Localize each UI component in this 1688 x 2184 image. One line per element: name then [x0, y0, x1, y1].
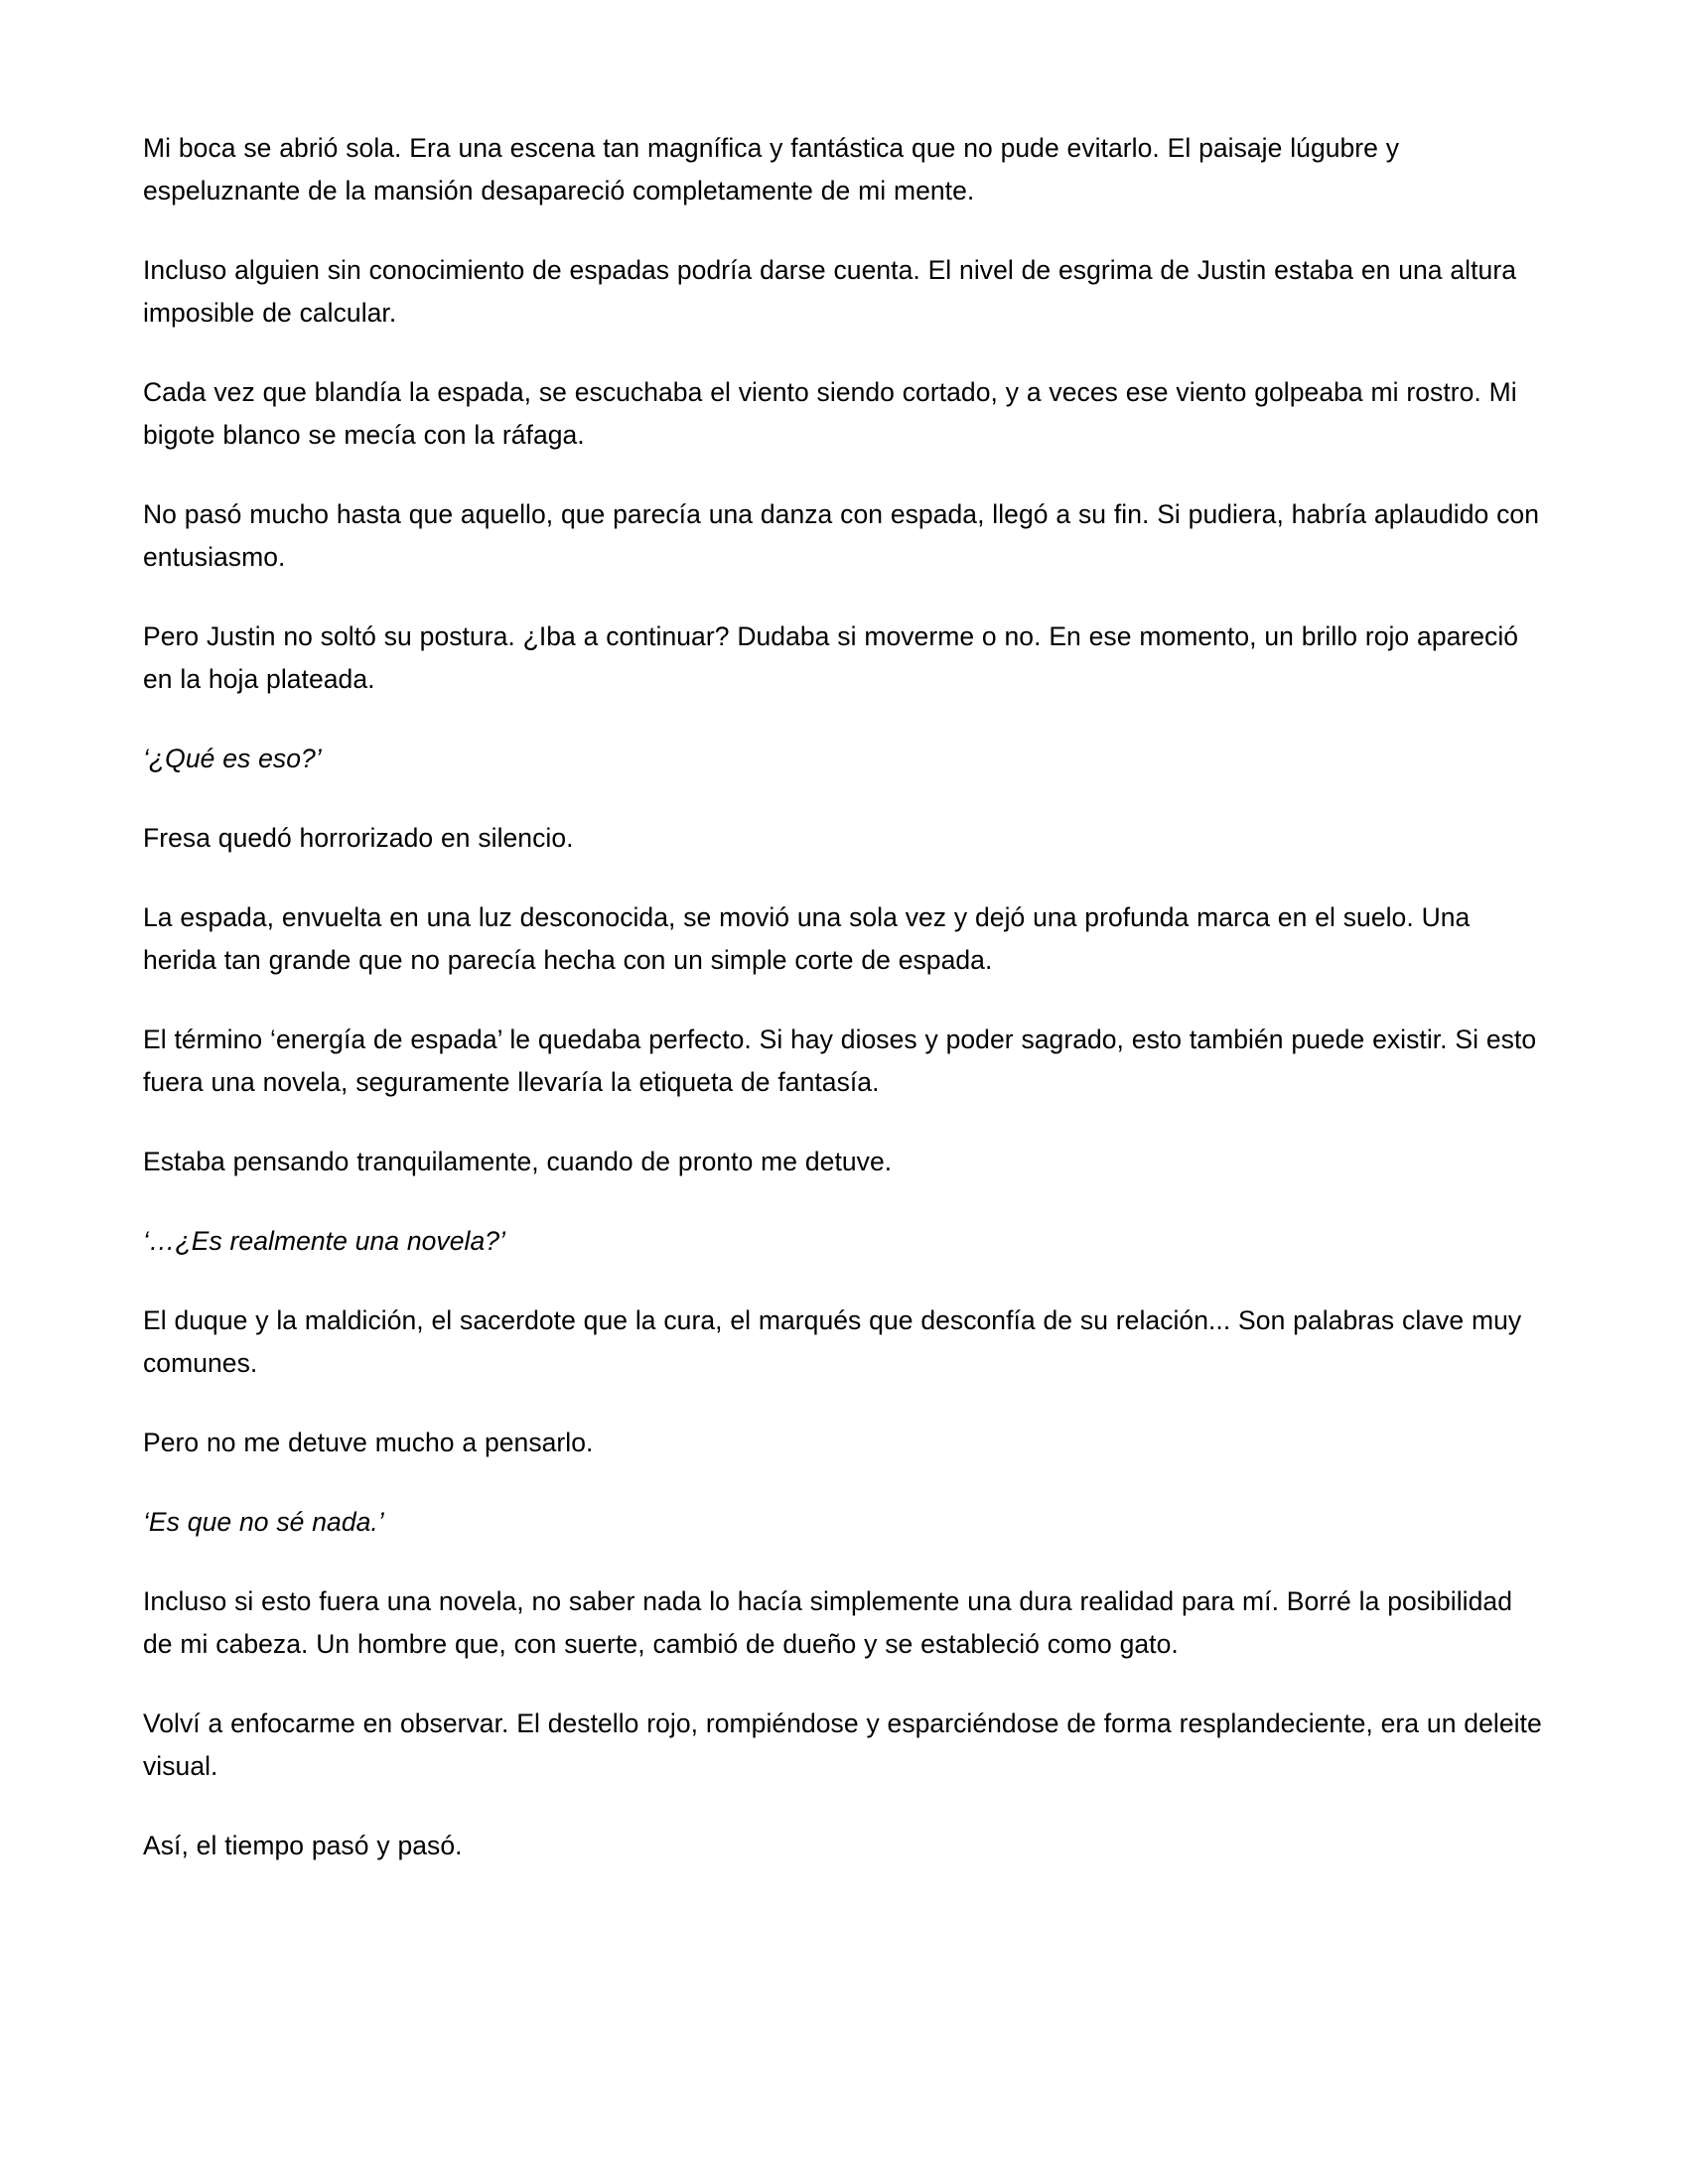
paragraph: Cada vez que blandía la espada, se escuchaba el viento siendo cortado, y a veces ese viento golpeaba mi rostro. Mi bigote blanco se mecía con la ráfaga.: [143, 377, 1517, 450]
paragraph: Volví a enfocarme en observar. El destello rojo, rompiéndose y esparciéndose de forma resplandeciente, era un deleite visual.: [143, 1708, 1542, 1781]
paragraph: Mi boca se abrió sola. Era una escena tan magnífica y fantástica que no pude evitarlo. El paisaje lúgubre y espeluznante de la mansión desapareció completamente de mi mente.: [143, 133, 1400, 205]
paragraph: La espada, envuelta en una luz desconocida, se movió una sola vez y dejó una profunda marca en el suelo. Una herida tan grande que no parecía hecha con un simple corte de espada.: [143, 902, 1471, 975]
document-body-text: [143, 127, 1545, 1867]
paragraph: Pero Justin no soltó su postura. ¿Iba a continuar? Dudaba si moverme o no. En ese momento, un brillo rojo apareció en la hoja plateada.: [143, 621, 1519, 694]
inner-monologue-line: ‘¿Qué es eso?’: [143, 744, 322, 773]
paragraph: No pasó mucho hasta que aquello, que parecía una danza con espada, llegó a su fin. Si pudiera, habría aplaudido con entusiasmo.: [143, 499, 1539, 572]
paragraph: El duque y la maldición, el sacerdote que la cura, el marqués que desconfía de su relación... Son palabras clave muy comunes.: [143, 1305, 1522, 1378]
inner-monologue-line: ‘Es que no sé nada.’: [143, 1507, 384, 1537]
paragraph: El término ‘energía de espada’ le quedaba perfecto. Si hay dioses y poder sagrado, esto también puede existir. Si esto fuera una novela, seguramente llevaría la etiqueta de fantasía.: [143, 1024, 1537, 1097]
paragraph: Incluso si esto fuera una novela, no saber nada lo hacía simplemente una dura realidad para mí. Borré la posibilidad de mi cabeza. Un hombre que, con suerte, cambió de dueño y se estableció como gato.: [143, 1586, 1512, 1659]
paragraph: Estaba pensando tranquilamente, cuando de pronto me detuve.: [143, 1147, 893, 1176]
paragraph: Así, el tiempo pasó y pasó.: [143, 1831, 463, 1860]
paragraph: Fresa quedó horrorizado en silencio.: [143, 823, 574, 853]
paragraph: Pero no me detuve mucho a pensarlo.: [143, 1428, 594, 1457]
paragraph: Incluso alguien sin conocimiento de espadas podría darse cuenta. El nivel de esgrima de Justin estaba en una altura imposible de calcular.: [143, 255, 1516, 328]
inner-monologue-line: ‘…¿Es realmente una novela?’: [143, 1226, 505, 1256]
